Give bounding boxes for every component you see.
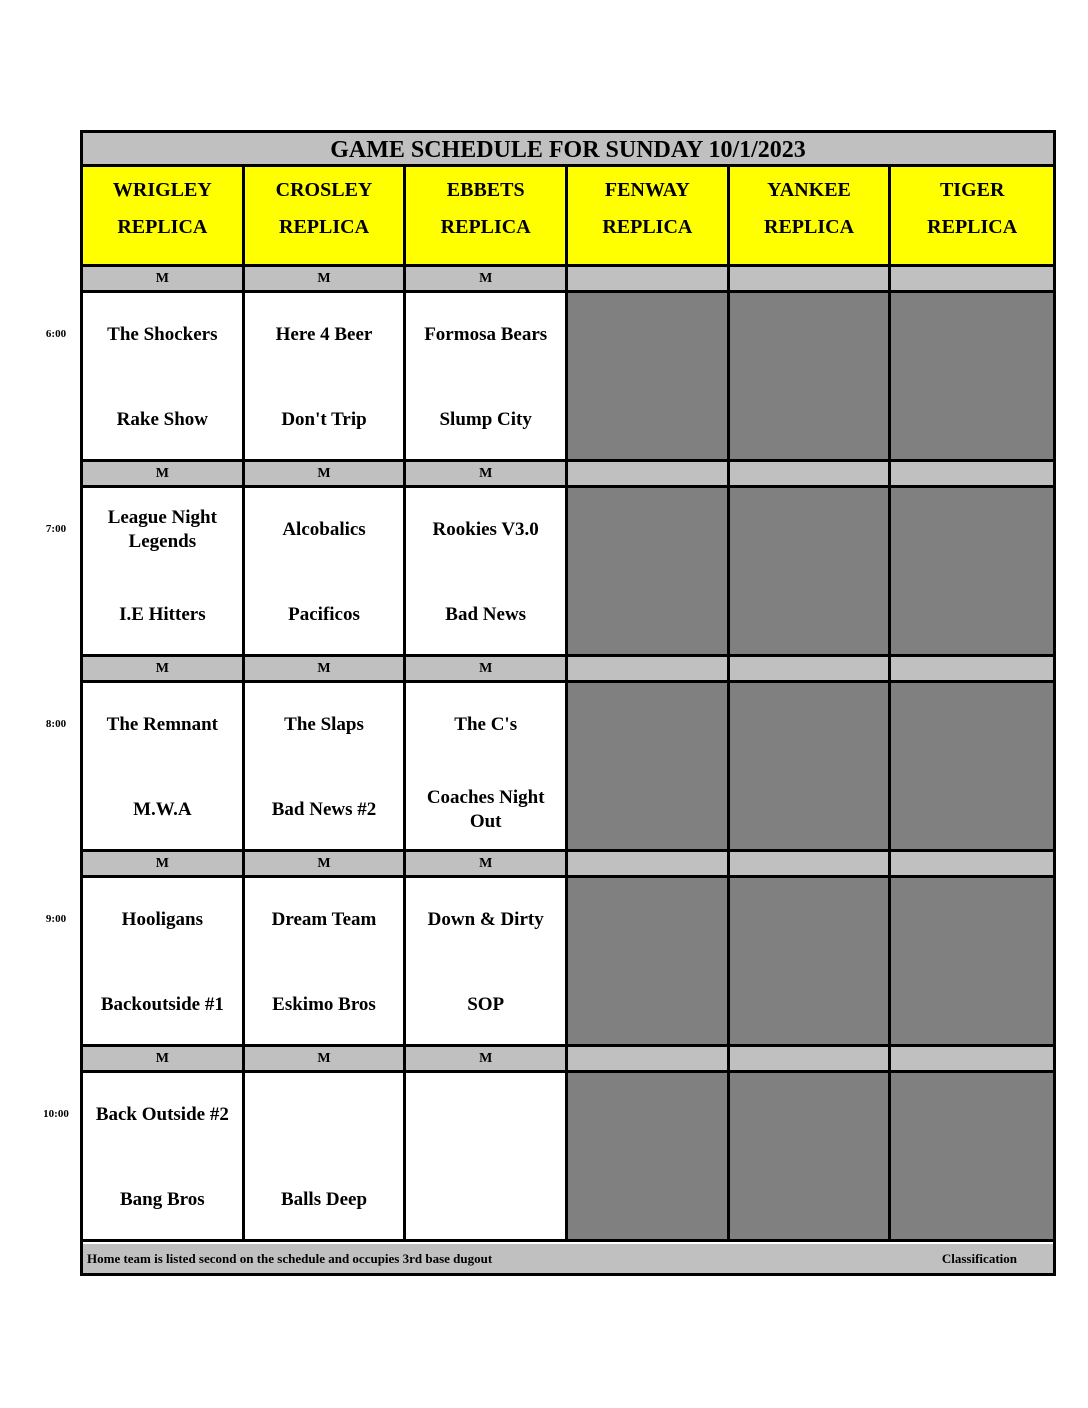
- field-type: REPLICA: [279, 216, 370, 238]
- classification-row: [83, 852, 1053, 878]
- time-slot-8: [83, 657, 1053, 852]
- home-team: Backoutside #1: [100, 994, 224, 1015]
- unused-field-cell: [568, 1073, 730, 1242]
- classification-cell: [568, 1047, 730, 1073]
- home-team: Eskimo Bros: [272, 994, 376, 1015]
- unused-field-cell: [568, 293, 730, 462]
- unused-field-cell: [730, 683, 892, 852]
- classification-row: [83, 267, 1053, 293]
- footer-note-bar: [83, 1244, 1053, 1273]
- unused-field-cell: [891, 488, 1053, 657]
- home-team: M.W.A: [133, 799, 192, 820]
- field-name: EBBETS: [446, 179, 525, 201]
- unused-field-cell: [891, 878, 1053, 1047]
- classification-cell: M: [406, 462, 568, 488]
- classification-cell: [730, 657, 892, 683]
- classification-cell: [891, 852, 1053, 878]
- classification-cell: [568, 462, 730, 488]
- home-team: Slump City: [439, 409, 532, 430]
- field-type: REPLICA: [764, 216, 855, 238]
- away-team: The Remnant: [106, 714, 219, 735]
- classification-cell: M: [245, 657, 407, 683]
- field-header-row: [83, 167, 1053, 267]
- home-team: Bang Bros: [120, 1189, 205, 1210]
- game-cell: [83, 293, 245, 462]
- home-team: SOP: [467, 994, 505, 1015]
- game-cell: [406, 488, 568, 657]
- home-team: Balls Deep: [280, 1189, 368, 1210]
- away-team: Here 4 Beer: [275, 324, 373, 345]
- schedule-table: [80, 130, 1056, 1276]
- classification-cell: [730, 852, 892, 878]
- home-team: Bad News: [445, 604, 527, 625]
- time-label-6: 6:00: [45, 328, 67, 340]
- field-type: REPLICA: [927, 216, 1018, 238]
- classification-cell: M: [245, 462, 407, 488]
- game-cell: [406, 683, 568, 852]
- away-team: Formosa Bears: [424, 324, 548, 345]
- away-team: League Night Legends: [107, 507, 217, 552]
- game-cell: [83, 683, 245, 852]
- game-cell: [406, 878, 568, 1047]
- classification-cell: [568, 657, 730, 683]
- classification-cell: M: [83, 657, 245, 683]
- time-label-7: 7:00: [45, 523, 67, 535]
- home-team: Coaches Night Out: [426, 787, 545, 832]
- home-team: [410, 1170, 561, 1230]
- field-header-crosley: [245, 167, 407, 267]
- away-team: Down & Dirty: [427, 909, 544, 930]
- away-team: The Slaps: [284, 714, 364, 735]
- home-team: Rake Show: [116, 409, 208, 430]
- field-header-wrigley: [83, 167, 245, 267]
- unused-field-cell: [891, 1073, 1053, 1242]
- time-slot-9: [83, 852, 1053, 1047]
- game-cell: [245, 683, 407, 852]
- game-cell: [245, 293, 407, 462]
- home-team: Pacificos: [288, 604, 360, 625]
- unused-field-cell: [730, 1073, 892, 1242]
- classification-cell: [730, 267, 892, 293]
- unused-field-cell: [730, 878, 892, 1047]
- away-team: Rookies V3.0: [432, 519, 539, 540]
- unused-field-cell: [891, 683, 1053, 852]
- classification-cell: [568, 267, 730, 293]
- game-cell: [245, 1073, 407, 1242]
- time-label-10: 10:00: [43, 1108, 69, 1120]
- classification-cell: M: [83, 267, 245, 293]
- field-name: TIGER: [939, 179, 1005, 201]
- game-cell: [83, 878, 245, 1047]
- time-slot-10: [83, 1047, 1053, 1242]
- classification-cell: [730, 1047, 892, 1073]
- classification-cell: M: [245, 852, 407, 878]
- classification-cell: M: [406, 1047, 568, 1073]
- away-team: The C's: [454, 714, 518, 735]
- away-team: Back Outside #2: [95, 1104, 229, 1125]
- classification-cell: M: [406, 852, 568, 878]
- classification-cell: [568, 852, 730, 878]
- time-label-8: 8:00: [45, 718, 67, 730]
- away-team: The Shockers: [107, 324, 218, 345]
- unused-field-cell: [891, 293, 1053, 462]
- classification-cell: M: [83, 852, 245, 878]
- field-header-tiger: [891, 167, 1053, 267]
- field-type: REPLICA: [602, 216, 693, 238]
- field-type: REPLICA: [440, 216, 531, 238]
- away-team: Dream Team: [271, 909, 377, 930]
- unused-field-cell: [568, 488, 730, 657]
- classification-cell: [891, 267, 1053, 293]
- home-team: I.E Hitters: [119, 604, 206, 625]
- unused-field-cell: [730, 488, 892, 657]
- game-cell: [83, 488, 245, 657]
- away-team: [249, 1085, 400, 1145]
- game-cell: [83, 1073, 245, 1242]
- field-name: YANKEE: [767, 179, 851, 201]
- away-team: Alcobalics: [282, 519, 366, 540]
- classification-cell: M: [245, 267, 407, 293]
- field-header-fenway: [568, 167, 730, 267]
- game-cell: [406, 1073, 568, 1242]
- game-cell: [406, 293, 568, 462]
- classification-row: [83, 657, 1053, 683]
- home-team-note: Home team is listed second on the schedule and occupies 3rd base dugout: [87, 1251, 493, 1266]
- time-slot-6: [83, 267, 1053, 462]
- field-name: FENWAY: [604, 179, 690, 201]
- classification-cell: [730, 462, 892, 488]
- away-team: Hooligans: [121, 909, 203, 930]
- game-row: [83, 293, 1053, 462]
- unused-field-cell: [568, 683, 730, 852]
- classification-cell: [891, 1047, 1053, 1073]
- classification-cell: M: [83, 462, 245, 488]
- classification-row: [83, 462, 1053, 488]
- classification-label: Classification: [941, 1251, 1017, 1266]
- classification-cell: M: [245, 1047, 407, 1073]
- time-slot-7: [83, 462, 1053, 657]
- unused-field-cell: [568, 878, 730, 1047]
- field-header-ebbets: [406, 167, 568, 267]
- time-label-9: 9:00: [45, 913, 67, 925]
- game-row: [83, 878, 1053, 1047]
- game-row: [83, 1073, 1053, 1242]
- unused-field-cell: [730, 293, 892, 462]
- field-header-yankee: [730, 167, 892, 267]
- game-row: [83, 488, 1053, 657]
- field-name: CROSLEY: [275, 179, 373, 201]
- home-team: Bad News #2: [271, 799, 377, 820]
- classification-cell: M: [406, 267, 568, 293]
- field-type: REPLICA: [117, 216, 208, 238]
- classification-cell: [891, 462, 1053, 488]
- page-title: GAME SCHEDULE FOR SUNDAY 10/1/2023: [83, 133, 1053, 167]
- game-cell: [245, 488, 407, 657]
- field-name: WRIGLEY: [112, 179, 212, 201]
- home-team: Don't Trip: [281, 409, 367, 430]
- classification-cell: M: [406, 657, 568, 683]
- classification-cell: [891, 657, 1053, 683]
- away-team: [410, 1085, 561, 1145]
- classification-cell: M: [83, 1047, 245, 1073]
- game-cell: [245, 878, 407, 1047]
- classification-row: [83, 1047, 1053, 1073]
- game-row: [83, 683, 1053, 852]
